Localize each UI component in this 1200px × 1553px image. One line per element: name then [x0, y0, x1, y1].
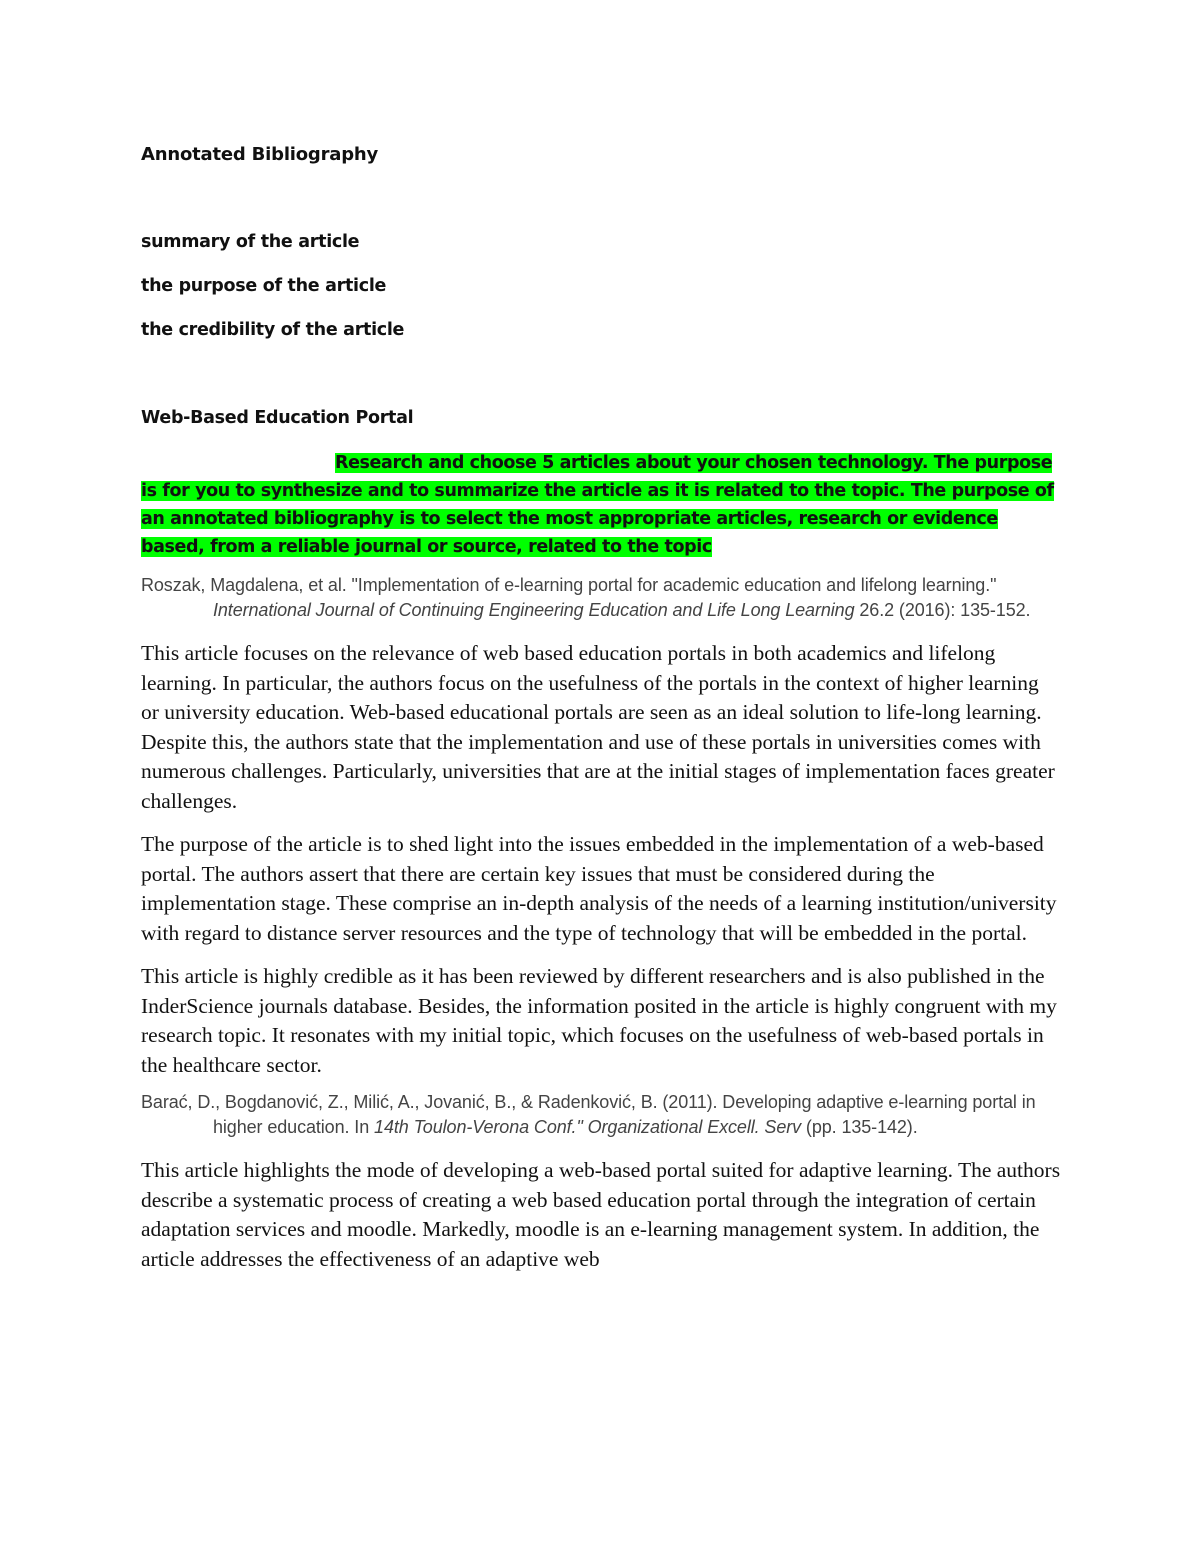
citation-1-text: Roszak, Magdalena, et al. "Implementation of e-learning portal for academic education and lifelong learning." [141, 575, 997, 595]
checklist-item-summary: summary of the article [141, 232, 360, 252]
topic-heading: Web-Based Education Portal [141, 408, 414, 428]
citation-2 [141, 1090, 1061, 1140]
citation-2-conference: 14th Toulon-Verona Conf." Organizational Excell. Serv [374, 1117, 802, 1137]
entry-1-credibility-paragraph: This article is highly credible as it has been reviewed by different researchers and is also published in the InderScience journals database. Besides, the information posited in the article is highly congruent with my research topic. It resonates with my initial topic, which focuses on the usefulness of web-based portals in the healthcare sector. [141, 964, 1057, 1077]
instructions-highlight: Research and choose 5 articles about your chosen technology. The purpose is for you to synthesize and to summarize the article as it is related to the topic. The purpose of an annotated bibliography is to select the most appropriate articles, research or evidence based, from a reliable journal or source, related to the topic [141, 453, 1054, 557]
citation-1 [141, 573, 1061, 623]
citation-2-details: (pp. 135-142). [801, 1117, 918, 1137]
entry-2-summary-paragraph: This article highlights the mode of developing a web-based portal suited for adaptive learning. The authors describe a systematic process of creating a web based education portal through the integration of certain adaptation services and moodle. Markedly, moodle is an e-learning management system. In addition, the article addresses the effectiveness of an adaptive web [141, 1158, 1061, 1271]
entry-1-summary-paragraph: This article focuses on the relevance of web based education portals in both academics and lifelong learning. In particular, the authors focus on the usefulness of the portals in the context of higher learning or university education. Web-based educational portals are seen as an ideal solution to life-long learning. Despite this, the authors state that the implementation and use of these portals in universities comes with numerous challenges. Particularly, universities that are at the initial stages of implementation faces greater challenges. [141, 641, 1055, 813]
checklist-item-credibility: the credibility of the article [141, 320, 405, 340]
document-body [141, 142, 1061, 1274]
checklist-item-purpose: the purpose of the article [141, 276, 387, 296]
document-title: Annotated Bibliography [141, 144, 379, 165]
assignment-instructions [141, 449, 1061, 561]
citation-1-details: 26.2 (2016): 135-152. [854, 600, 1031, 620]
entry-1-purpose-paragraph: The purpose of the article is to shed light into the issues embedded in the implementation of a web-based portal. The authors assert that there are certain key issues that must be considered during the implementation stage. These comprise an in-depth analysis of the needs of a learning institution/university with regard to distance server resources and the type of technology that will be embedded in the portal. [141, 832, 1057, 945]
citation-2-text: Barać, D., Bogdanović, Z., Milić, A., Jovanić, B., & Radenković, B. (2011). Developing adaptive e-learning portal in higher education. In [141, 1092, 1036, 1137]
citation-1-journal: International Journal of Continuing Engineering Education and Life Long Learning [213, 600, 855, 620]
